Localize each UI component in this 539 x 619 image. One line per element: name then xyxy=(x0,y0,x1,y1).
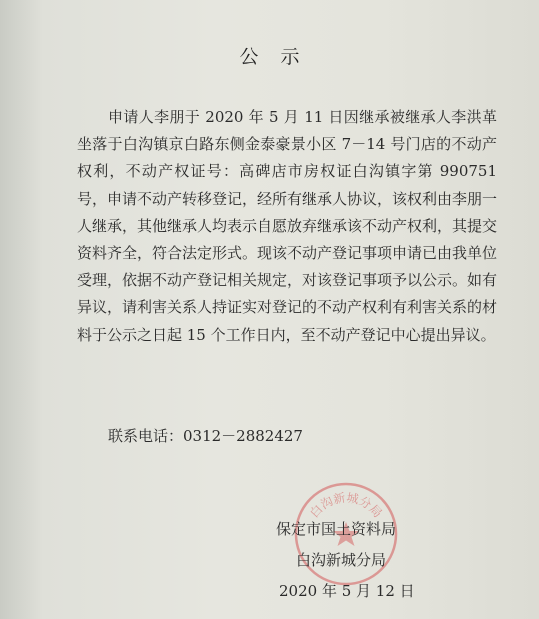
notice-body: 申请人李朋于 2020 年 5 月 11 日因继承被继承人李洪革坐落于白沟镇京白路东侧金泰豪景小区 7－14 号门店的不动产权利，不动产权证号：高碑店市房权证白沟镇字第 990751 号，申请不动产转移登记，经所有继承人协议，该权利由李朋一人继承，其他继承人均表示自愿放弃继承该不动产权利，其提交资料齐全，符合法定形式。现该不动产登记事项申请已由我单位受理，依据不动产登记相关规定，对该登记事项予以公示。如有异议，请利害关系人持证实对登记的不动产权利有利害关系的材料于公示之日起 15 个工作日内，至不动产登记中心提出异议。 xyxy=(77,108,498,344)
issue-date: 2020 年 5 月 12 日 xyxy=(279,582,415,600)
issuer-branch: 白沟新城分局 xyxy=(296,551,387,569)
svg-text:白沟新城分局 xyxy=(307,491,385,521)
notice-title: 公示 xyxy=(239,46,322,68)
seal-text: 白沟新城分局 xyxy=(307,490,385,521)
contact-phone: 联系电话：0312－2882427 xyxy=(108,427,303,445)
issuer-name: 保定市国土资料局 xyxy=(276,520,397,538)
